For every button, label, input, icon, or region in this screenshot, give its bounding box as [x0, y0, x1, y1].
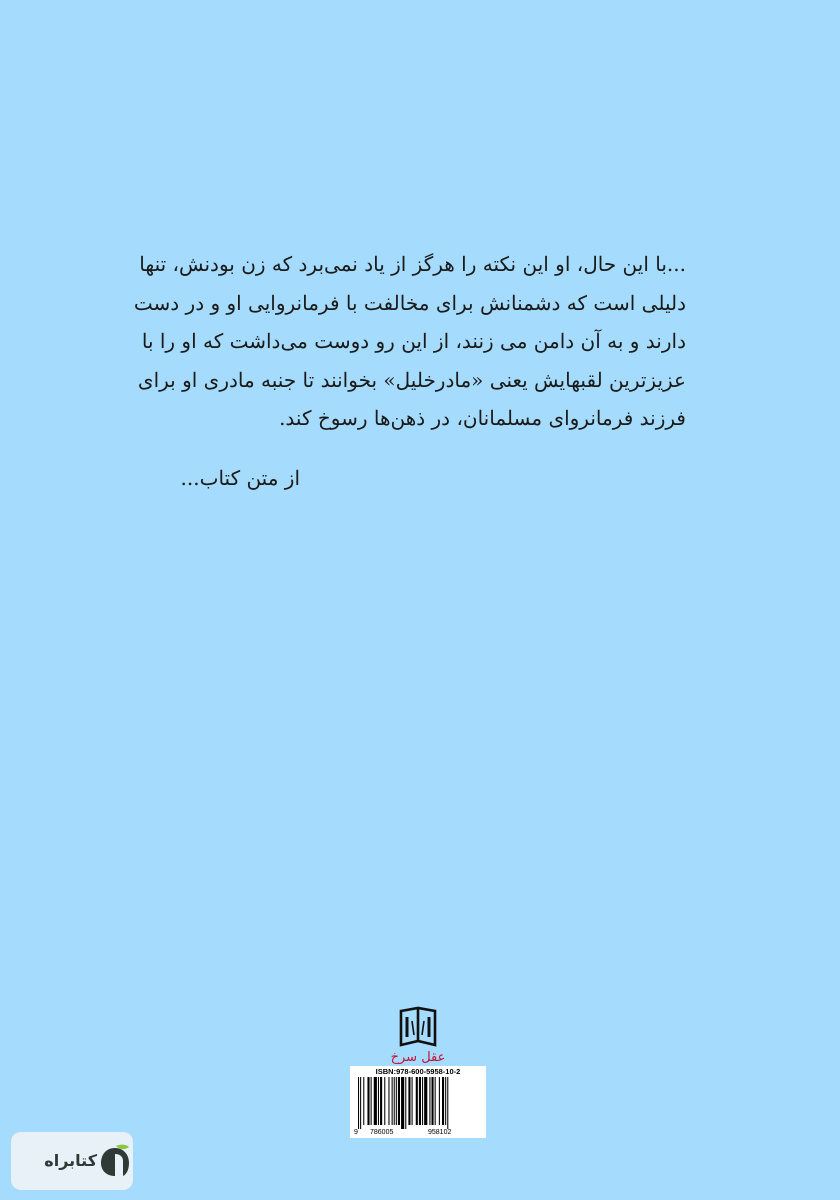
- ketabrah-badge: [11, 1132, 133, 1190]
- barcode-bar: [422, 1077, 423, 1125]
- barcode: [350, 1066, 486, 1138]
- barcode-digit-first: 9: [354, 1129, 358, 1136]
- barcode-bar: [374, 1077, 377, 1125]
- blurb-line: فرزند فرمانروای مسلمانان، در ذهن‌ها رسوخ کند.: [279, 406, 686, 430]
- barcode-bar: [419, 1077, 421, 1125]
- barcode-bar: [429, 1077, 430, 1125]
- publisher-name: عقل سرخ: [390, 1050, 446, 1065]
- barcode-digits-left: 786005: [370, 1129, 394, 1136]
- back-cover-blurb: [133, 245, 686, 438]
- blurb-line: عزیزترین لقبهایش یعنی «مادرخلیل» بخوانند تا جنبه مادری او برای: [137, 367, 686, 392]
- barcode-bar: [388, 1077, 389, 1125]
- barcode-bar: [412, 1077, 413, 1125]
- barcode-bar: [401, 1077, 404, 1129]
- barcode-bar: [432, 1077, 434, 1125]
- barcode-bar: [378, 1077, 379, 1125]
- barcode-digits-right: 958102: [428, 1129, 452, 1136]
- ketabrah-wordmark: کتابراه: [44, 1151, 97, 1170]
- barcode-bar: [398, 1077, 400, 1125]
- barcode-bar: [396, 1077, 397, 1125]
- barcode-bar: [358, 1077, 359, 1129]
- blurb-line: ...با این حال، او این نکته را هرگز از یاد نمی‌برد که زن بودنش، تنها: [139, 252, 686, 276]
- book-icon: [388, 1005, 448, 1067]
- barcode-bar: [394, 1077, 395, 1125]
- excerpt-source: از متن کتاب...: [180, 466, 300, 490]
- barcode-bar: [371, 1077, 372, 1125]
- barcode-bar: [360, 1077, 361, 1129]
- barcode-bar: [408, 1077, 410, 1125]
- ketabrah-logo-icon: [99, 1144, 131, 1178]
- blurb-line: دلیلی است که دشمنانش برای مخالفت با فرمانروایی او و در دست: [133, 290, 686, 315]
- barcode-bar: [439, 1077, 440, 1125]
- barcode-bar: [424, 1077, 427, 1125]
- barcode-bar: [392, 1077, 393, 1125]
- barcode-bar: [367, 1077, 369, 1125]
- publisher-logo: [388, 1005, 448, 1067]
- barcode-bar: [442, 1077, 444, 1125]
- barcode-bars: [350, 1077, 486, 1129]
- barcode-bar: [380, 1077, 382, 1125]
- blurb-line: دارند و به آن دامن می زنند، از این رو دوست می‌داشت که او را با: [141, 329, 686, 353]
- barcode-bar: [405, 1077, 406, 1129]
- barcode-bar: [363, 1077, 364, 1125]
- barcode-bar: [447, 1077, 448, 1129]
- barcode-bar: [435, 1077, 436, 1125]
- barcode-bar: [445, 1077, 446, 1125]
- isbn-label: ISBN:978-600-5958-10-2: [375, 1067, 461, 1076]
- barcode-bar: [384, 1077, 385, 1125]
- barcode-bar: [416, 1077, 418, 1125]
